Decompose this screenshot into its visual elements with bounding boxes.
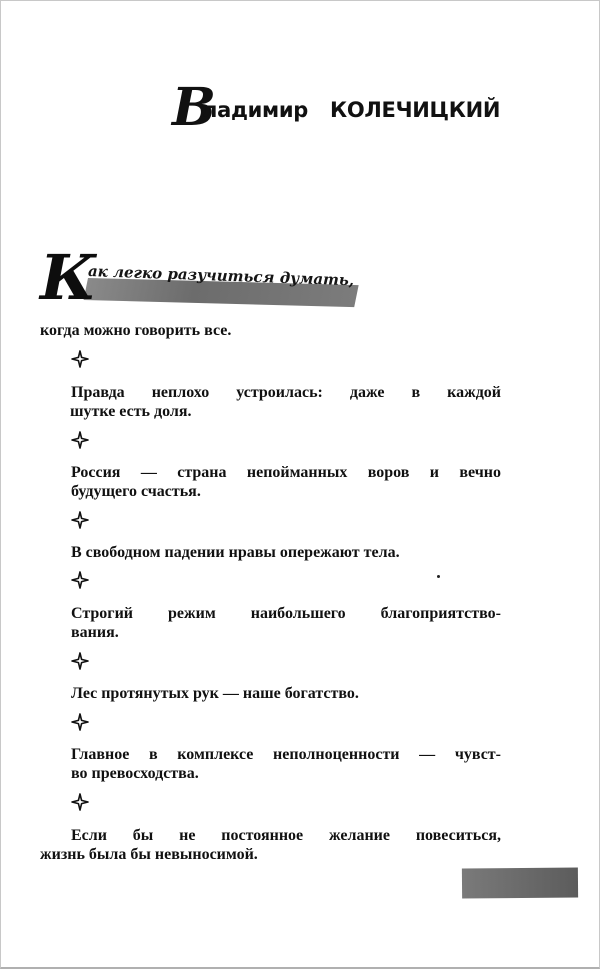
aphorism-line: будущего счастья. [71, 483, 201, 500]
aphorism-2 [71, 463, 501, 501]
four-point-star-icon [71, 793, 89, 811]
aphorism-line: Если бы не постоянное желание повеситься, [71, 827, 501, 844]
author-last-name: КОЛЕЧИЦКИЙ [330, 98, 501, 122]
bottom-gray-bar [462, 867, 578, 898]
four-point-star-icon [71, 571, 89, 589]
aphorism-1 [71, 383, 501, 421]
four-point-star-icon [71, 511, 89, 529]
section-title [40, 241, 355, 316]
aphorism-line: Главное в комплексе неполноценности — чувст- [71, 746, 501, 763]
aphorism-line: В свободном падении нравы опережают тела. [71, 544, 400, 561]
title-text: ак легко разучиться думать, [87, 262, 355, 290]
aphorism-7 [40, 826, 501, 864]
aphorism-line: Правда неплохо устроилась: даже в каждой [71, 384, 501, 401]
author-first-name: ладимир [202, 98, 309, 122]
scan-speck [437, 575, 440, 578]
aphorism-0 [40, 321, 470, 340]
aphorism-line: когда можно говорить все. [40, 322, 232, 339]
aphorism-line: жизнь была бы невыносимой. [40, 846, 258, 863]
aphorism-line: шутке есть доля. [70, 403, 192, 420]
aphorism-line: Строгий режим наибольшего благоприятство- [71, 605, 501, 622]
title-initial: К [40, 241, 97, 314]
aphorism-line: Лес протянутых рук — наше богатство. [71, 685, 359, 702]
aphorism-line: Россия — страна непойманных воров и вечно [71, 464, 501, 481]
author-heading [172, 78, 502, 138]
four-point-star-icon [71, 652, 89, 670]
four-point-star-icon [71, 350, 89, 368]
aphorism-line: во превосходства. [71, 765, 199, 782]
aphorism-6 [71, 745, 501, 783]
author-script-initial: В [172, 77, 216, 138]
four-point-star-icon [71, 431, 89, 449]
aphorism-5 [71, 684, 501, 703]
aphorism-line: вания. [71, 624, 119, 641]
four-point-star-icon [71, 713, 89, 731]
aphorism-4 [71, 604, 501, 642]
aphorism-3 [71, 543, 501, 562]
